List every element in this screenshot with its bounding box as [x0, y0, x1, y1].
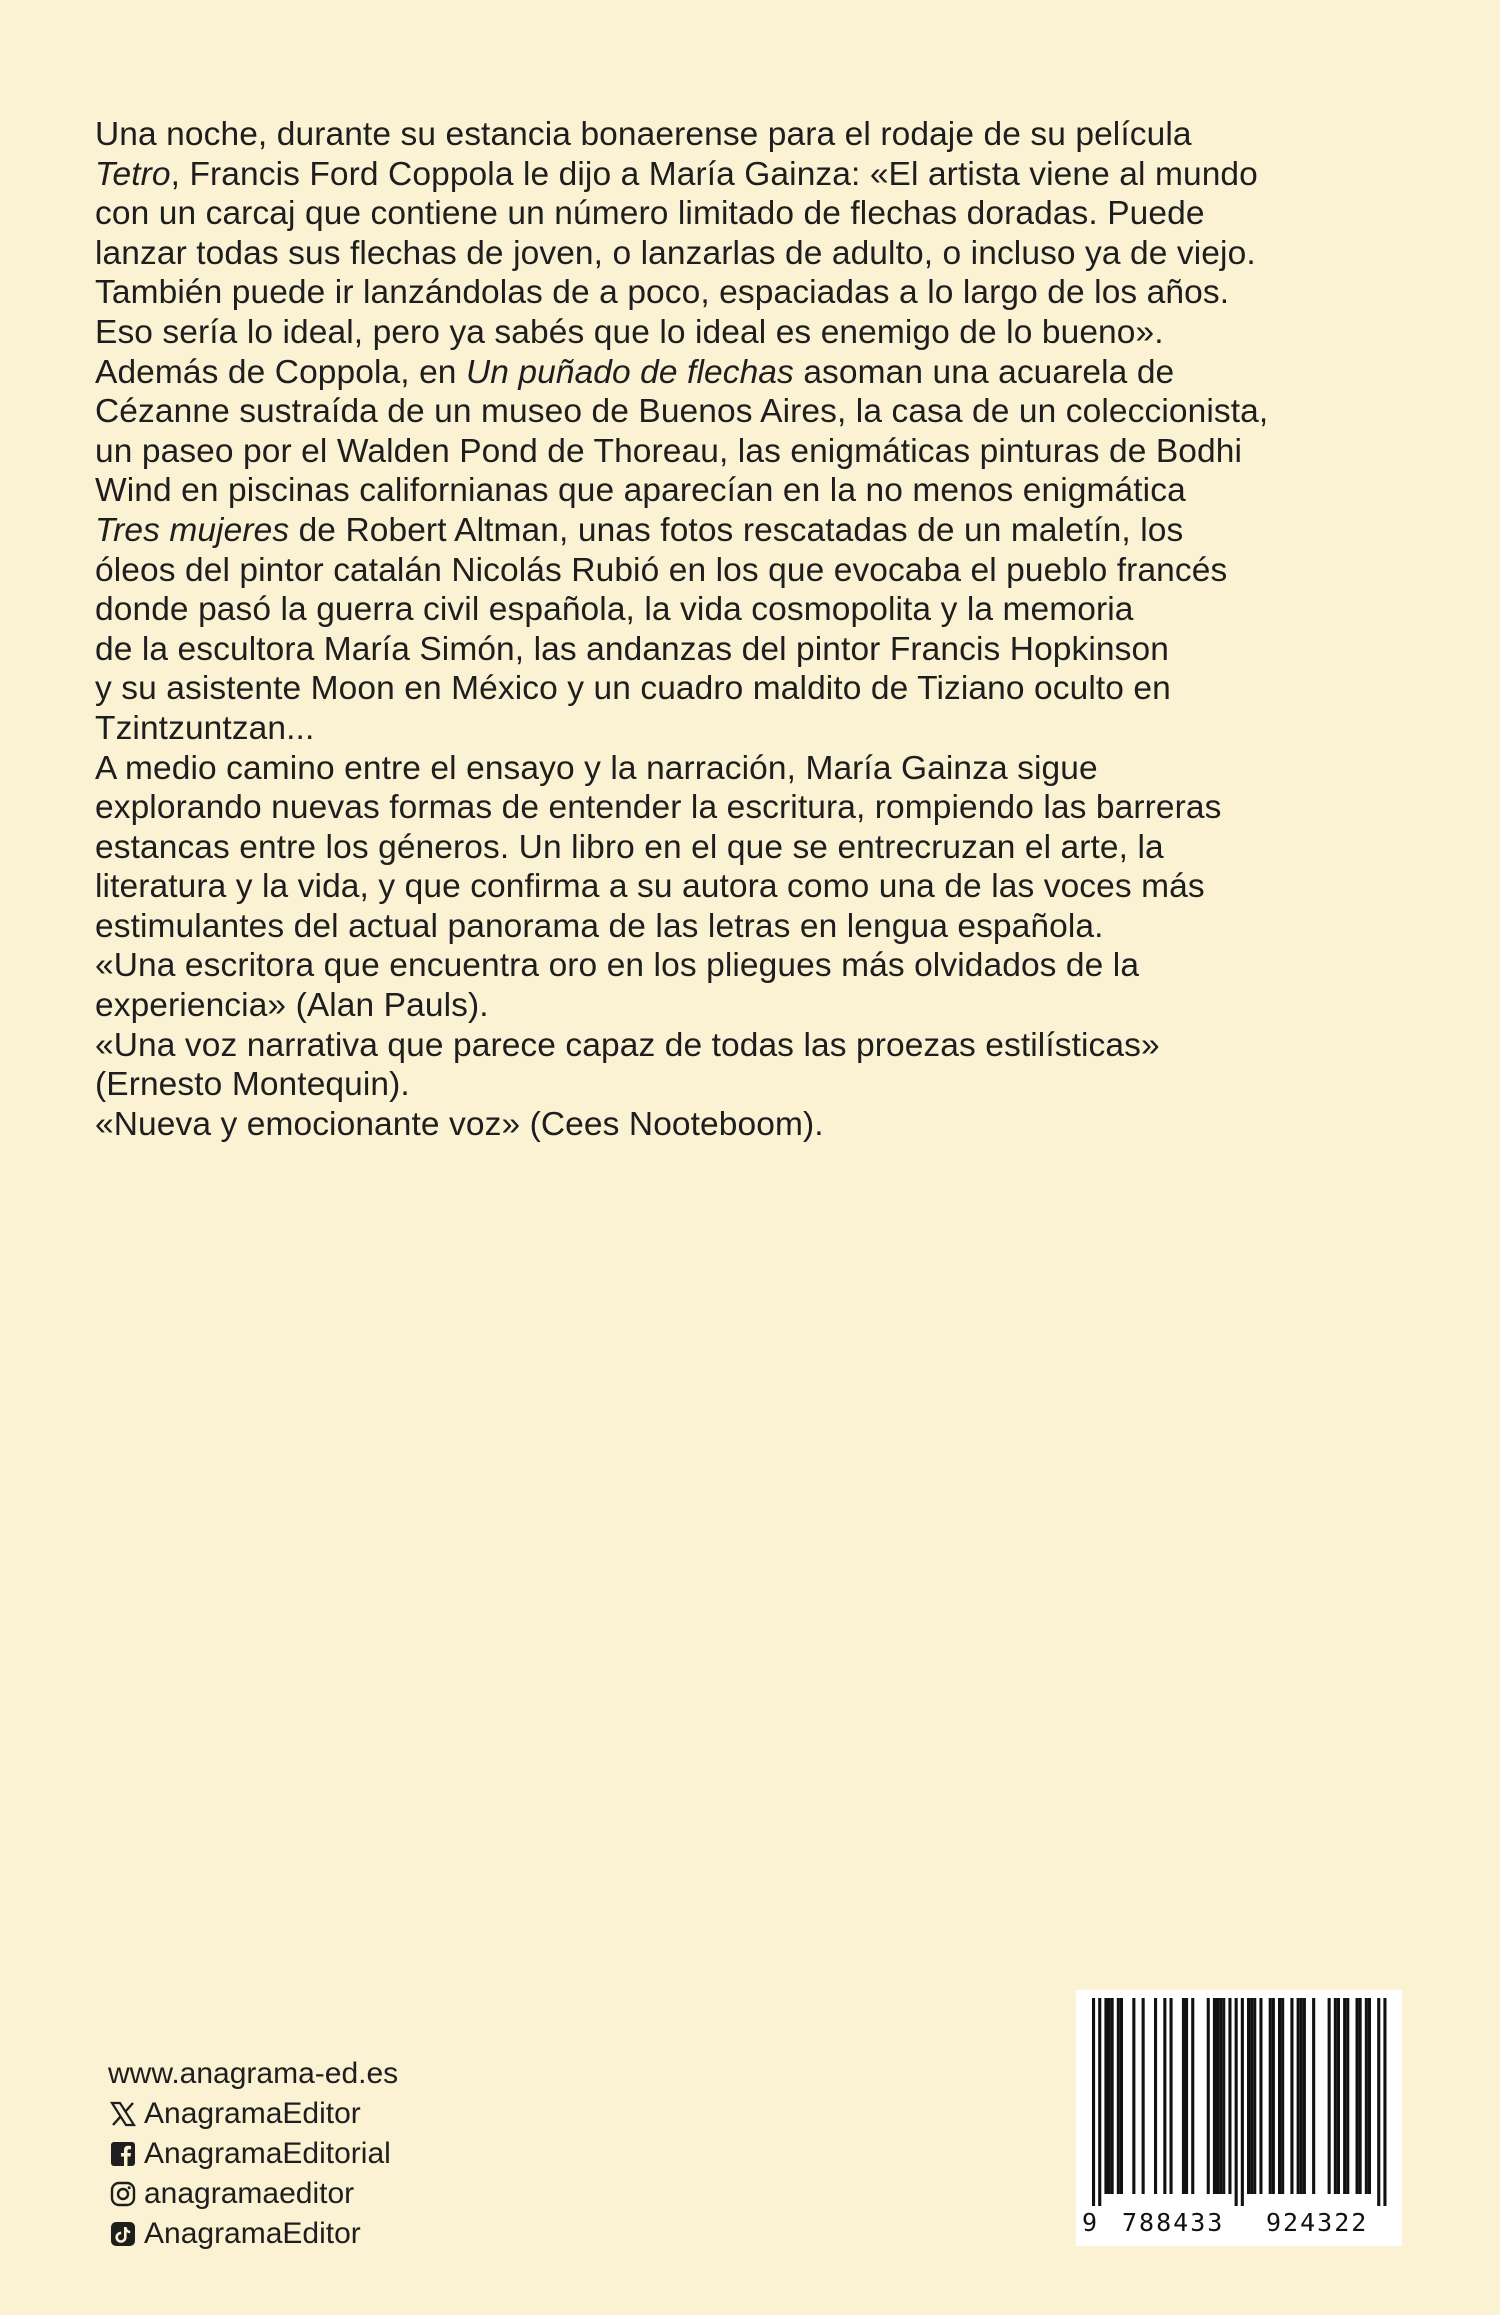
website-link[interactable] — [108, 2054, 398, 2094]
barcode-bar — [1213, 1998, 1216, 2194]
blurb-line: estimulantes del actual panorama de las letras en lengua española. — [95, 907, 1104, 945]
blurb-line: donde pasó la guerra civil española, la vida cosmopolita y la memoria — [95, 591, 1134, 629]
barcode-bar — [1365, 1998, 1368, 2194]
italic-title: Tres mujeres — [95, 511, 290, 549]
facebook-account[interactable] — [108, 2134, 398, 2174]
barcode-bar — [1207, 1998, 1210, 2194]
barcode-bar — [1303, 1998, 1306, 2194]
barcode-bar — [1272, 1998, 1275, 2194]
blurb-line: experiencia» (Alan Pauls). — [95, 987, 489, 1025]
barcode-bar — [1170, 1998, 1173, 2194]
barcode-bar — [1222, 1998, 1225, 2194]
blurb-line: Tres mujeres de Robert Altman, unas fotos rescatadas de un maletín, los — [95, 511, 1184, 549]
blurb-line: un paseo por el Walden Pond de Thoreau, las enigmáticas pinturas de Bodhi — [95, 432, 1243, 470]
x-account[interactable] — [108, 2094, 398, 2134]
barcode-bars — [1076, 1990, 1402, 2206]
barcode-bar — [1297, 1998, 1300, 2194]
barcode-bar — [1368, 1998, 1371, 2194]
blurb-line: «Una escritora que encuentra oro en los pliegues más olvidados de la — [95, 947, 1140, 985]
x-account-label: AnagramaEditor — [144, 2097, 361, 2130]
blurb-line: Cézanne sustraída de un museo de Buenos Aires, la casa de un coleccionista, — [95, 393, 1269, 431]
barcode-bar — [1092, 1998, 1095, 2206]
isbn-barcode — [1076, 1990, 1402, 2246]
barcode-bar — [1228, 1998, 1231, 2194]
tiktok-account-label: AnagramaEditor — [144, 2217, 361, 2250]
blurb-line: Wind en piscinas californianas que aparecían en la no menos enigmática — [95, 472, 1186, 510]
barcode-bar — [1098, 1998, 1101, 2206]
barcode-bar — [1185, 1998, 1188, 2194]
blurb-line: estancas entre los géneros. Un libro en el que se entrecruzan el arte, la — [95, 828, 1164, 866]
barcode-bar — [1337, 1998, 1340, 2194]
instagram-account[interactable] — [108, 2174, 398, 2214]
blurb-line: También puede ir lanzándolas de a poco, espaciadas a lo largo de los años. — [95, 274, 1230, 312]
blurb-line: explorando nuevas formas de entender la escritura, rompiendo las barreras — [95, 789, 1222, 827]
barcode-bar — [1377, 1998, 1380, 2206]
blurb-line: (Ernesto Montequin). — [95, 1066, 410, 1104]
barcode-bar — [1334, 1998, 1337, 2194]
barcode-bar — [1356, 1998, 1359, 2194]
isbn-digit-left: 788433 — [1122, 2208, 1225, 2237]
barcode-bar — [1359, 1998, 1362, 2194]
instagram-account-label: anagramaeditor — [144, 2177, 355, 2210]
blurb-line: A medio camino entre el ensayo y la narración, María Gainza sigue — [95, 749, 1098, 787]
tiktok-account[interactable] — [108, 2214, 398, 2254]
barcode-bar — [1108, 1998, 1111, 2194]
barcode-bar — [1154, 1998, 1157, 2194]
barcode-bar — [1241, 1998, 1244, 2206]
barcode-bar — [1300, 1998, 1303, 2194]
blurb-line: «Una voz narrativa que parece capaz de todas las proezas estilísticas» — [95, 1026, 1160, 1064]
blurb-line: de la escultora María Simón, las andanzas del pintor Francis Hopkinson — [95, 630, 1169, 668]
barcode-bar — [1328, 1998, 1331, 2194]
website-label: www.anagrama-ed.es — [108, 2057, 399, 2090]
blurb-line: óleos del pintor catalán Nicolás Rubió en los que evocaba el pueblo francés — [95, 551, 1228, 589]
italic-title: Tetro — [95, 155, 171, 193]
barcode-bar — [1343, 1998, 1346, 2194]
blurb-line: y su asistente Moon en México y un cuadro maldito de Tiziano oculto en — [95, 670, 1171, 708]
blurb-line: Una noche, durante su estancia bonaerense para el rodaje de su película — [95, 116, 1192, 153]
barcode-bar — [1111, 1998, 1114, 2194]
facebook-icon — [108, 2139, 138, 2169]
barcode-bar — [1235, 1998, 1238, 2206]
barcode-bar — [1250, 1998, 1253, 2194]
blurb-line: Tzintzuntzan... — [95, 709, 315, 747]
barcode-bar — [1117, 1998, 1120, 2194]
barcode-bar — [1132, 1998, 1135, 2194]
barcode-bar — [1216, 1998, 1219, 2194]
isbn-digits — [1076, 2208, 1402, 2240]
isbn-digit-right: 924322 — [1266, 2208, 1369, 2237]
blurb-line: Eso sería lo ideal, pero ya sabés que lo ideal es enemigo de lo bueno». — [95, 313, 1164, 351]
barcode-bar — [1191, 1998, 1194, 2194]
blurb-line: Tetro, Francis Ford Coppola le dijo a María Gainza: «El artista viene al mundo — [95, 155, 1258, 193]
barcode-bar — [1281, 1998, 1284, 2194]
publisher-contacts — [108, 2054, 398, 2254]
blurb-line: lanzar todas sus flechas de joven, o lanzarlas de adulto, o incluso ya de viejo. — [95, 234, 1256, 272]
italic-title: Un puñado de flechas — [465, 353, 794, 391]
barcode-bar — [1278, 1998, 1281, 2194]
isbn-digit-lead: 9 — [1082, 2208, 1098, 2237]
barcode-bar — [1120, 1998, 1123, 2194]
x-icon — [108, 2099, 138, 2129]
tiktok-icon — [108, 2219, 138, 2249]
barcode-bar — [1269, 1998, 1272, 2194]
barcode-bar — [1247, 1998, 1250, 2194]
blurb-line: «Nueva y emocionante voz» (Cees Nooteboom). — [95, 1105, 824, 1143]
barcode-bar — [1104, 1998, 1107, 2194]
barcode-bar — [1383, 1998, 1386, 2206]
barcode-bar — [1290, 1998, 1293, 2194]
blurb-line: con un carcaj que contiene un número limitado de flechas doradas. Puede — [95, 195, 1205, 233]
barcode-bar — [1346, 1998, 1349, 2194]
blurb-line: literatura y la vida, y que confirma a su autora como una de las voces más — [95, 868, 1205, 906]
barcode-bar — [1312, 1998, 1315, 2194]
barcode-bar — [1163, 1998, 1166, 2194]
barcode-bar — [1253, 1998, 1256, 2194]
instagram-icon — [108, 2179, 138, 2209]
barcode-bar — [1182, 1998, 1185, 2194]
barcode-bar — [1259, 1998, 1262, 2194]
facebook-account-label: AnagramaEditorial — [144, 2137, 391, 2170]
barcode-bar — [1219, 1998, 1222, 2194]
barcode-bar — [1142, 1998, 1145, 2194]
back-cover-blurb — [95, 115, 1435, 1144]
blurb-line: Además de Coppola, en Un puñado de flechas asoman una acuarela de — [95, 353, 1175, 391]
